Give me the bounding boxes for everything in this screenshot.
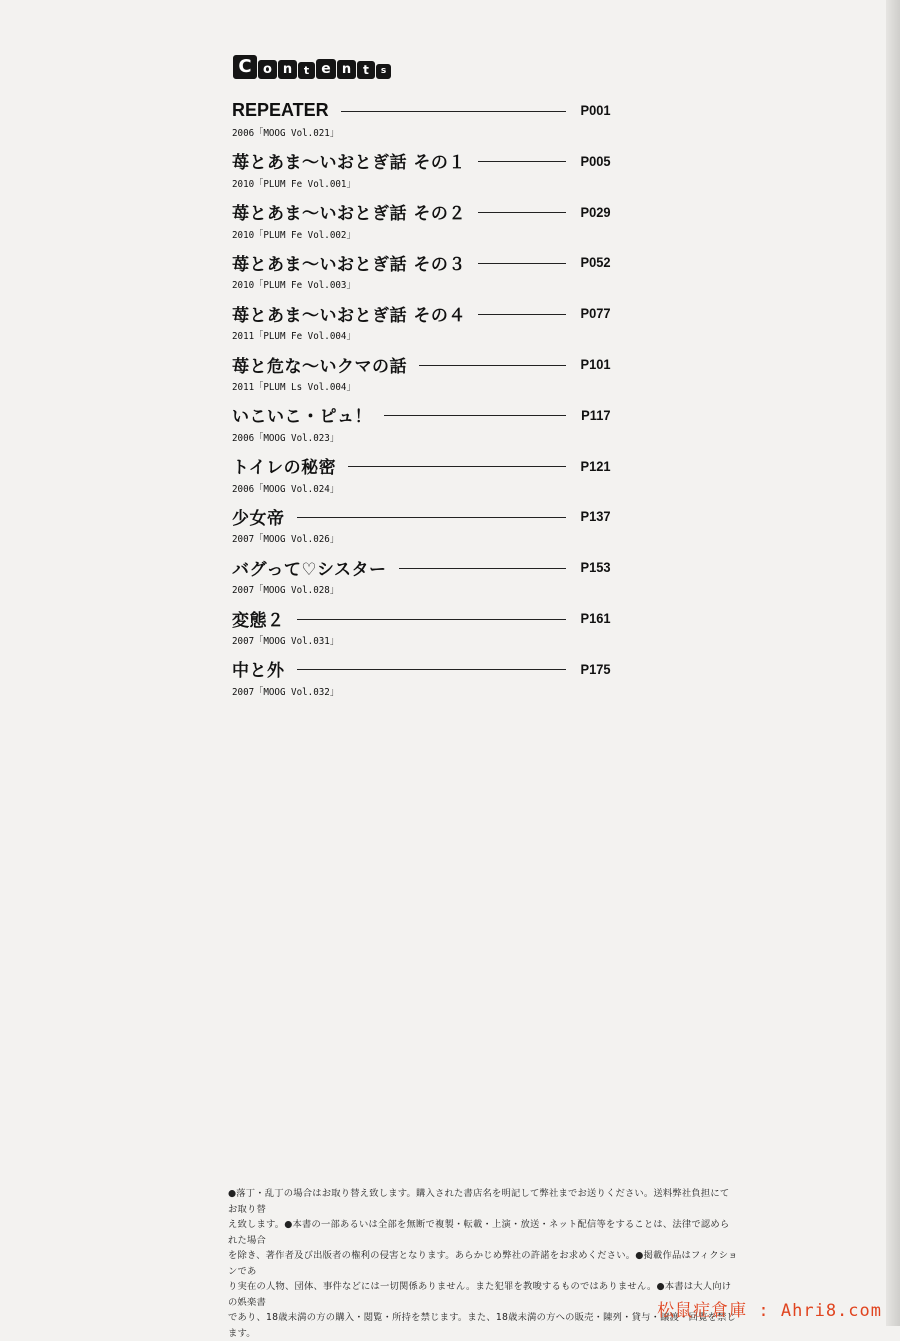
toc-page-number: P052 [580,254,611,271]
leader-line [297,669,567,670]
toc-source: 2007「MOOG Vol.026」 [232,534,340,546]
toc-source: 2010「PLUM Fe Vol.001」 [232,178,356,190]
notice-line: り実在の人物、団体、事件などには一切関係ありません。また犯罪を教唆するものではありません。●本書は大人向けの娯楽書 [228,1281,732,1308]
toc-entry [232,604,612,654]
leader-line [341,111,566,112]
logo-letter: t [357,61,375,79]
toc-entry [232,655,612,705]
leader-line [399,568,566,569]
leader-line [478,314,566,315]
toc-title: 中と外 [232,661,285,682]
toc-page-number: P077 [580,305,611,322]
notice-line: であり、18歳未満の方の購入・閲覧・所持を禁じます。また、18歳未満の方への販売・陳列・貸与・譲渡・回覧を禁じます。 [228,1312,737,1339]
toc-title: 苺とあま～いおとぎ話 その３ [232,254,466,275]
watermark: 松鼠症倉庫 : Ahri8.com [657,1301,882,1321]
toc-entry [232,401,612,451]
leader-line [384,415,566,416]
toc-source: 2010「PLUM Fe Vol.003」 [232,280,356,292]
toc-page-number: P029 [580,203,611,220]
toc-page-number: P161 [580,610,611,626]
logo-letter: C [233,55,257,79]
toc-page-number: P137 [580,508,611,525]
toc-page-number: P005 [580,152,611,169]
toc-entry [232,147,612,197]
toc-entry [232,452,612,502]
toc-title: トイレの秘密 [232,458,337,479]
leader-line [478,263,566,264]
leader-line [297,619,567,620]
logo-letter: s [376,64,391,79]
toc-page-number: P001 [580,102,611,118]
page-edge [886,0,900,1326]
toc-title: 苺とあま～いおとぎ話 その２ [232,204,466,225]
toc-source: 2010「PLUM Fe Vol.002」 [232,229,356,241]
leader-line [297,517,567,518]
toc-source: 2007「MOOG Vol.028」 [232,585,340,597]
toc-source: 2006「MOOG Vol.021」 [232,128,340,139]
toc-page-number: P175 [580,660,611,677]
toc-title: いこいこ・ピュ！ [232,407,372,428]
toc-title: バグって♡シスター [232,559,387,580]
toc-page-number: P153 [580,559,611,576]
toc-page-number: P121 [580,457,611,474]
leader-line [348,466,566,467]
toc-title: 変態２ [232,610,285,631]
toc-entry [232,248,612,298]
logo-letter: t [298,62,315,79]
toc-entry [232,502,612,552]
toc-title: 苺とあま～いおとぎ話 その１ [232,153,466,174]
toc-source: 2007「MOOG Vol.031」 [232,636,340,647]
leader-line [478,161,566,162]
contents-logo [233,57,391,79]
toc-source: 2006「MOOG Vol.023」 [232,432,340,444]
toc-source: 2006「MOOG Vol.024」 [232,483,340,495]
notice-line: え致します。●本書の一部あるいは全部を無断で複製・転載・上演・放送・ネット配信等をすることは、法律で認められた場合 [228,1219,730,1246]
logo-letter: e [316,59,336,79]
notice-line: を除き、著作者及び出版者の権利の侵害となります。あらかじめ弊社の許諾をお求めください。●掲載作品はフィクションであ [228,1250,738,1277]
toc-title: 少女帝 [232,508,285,529]
toc-title: 苺と危な～いクマの話 [232,356,407,377]
toc-entry [232,299,612,349]
toc-entry [232,198,612,248]
toc-source: 2011「PLUM Fe Vol.004」 [232,331,356,343]
leader-line [419,365,566,366]
toc-page-number: P101 [580,356,611,372]
toc-entry [232,553,612,603]
logo-letter: n [337,60,356,79]
toc-source: 2011「PLUM Ls Vol.004」 [232,382,356,393]
toc-title: REPEATER [232,99,329,120]
toc-source: 2007「MOOG Vol.032」 [232,686,340,698]
leader-line [478,212,566,213]
toc-page-number: P117 [581,406,611,423]
toc-entry [232,96,612,146]
logo-letter: n [278,60,297,79]
logo-letter: o [258,60,277,79]
toc-entry [232,350,612,400]
notice-line: ●落丁・乱丁の場合はお取り替え致します。購入された書店名を明記して弊社までお送りください。送料弊社負担にてお取り替 [228,1188,730,1215]
toc-title: 苺とあま～いおとぎ話 その４ [232,305,466,326]
